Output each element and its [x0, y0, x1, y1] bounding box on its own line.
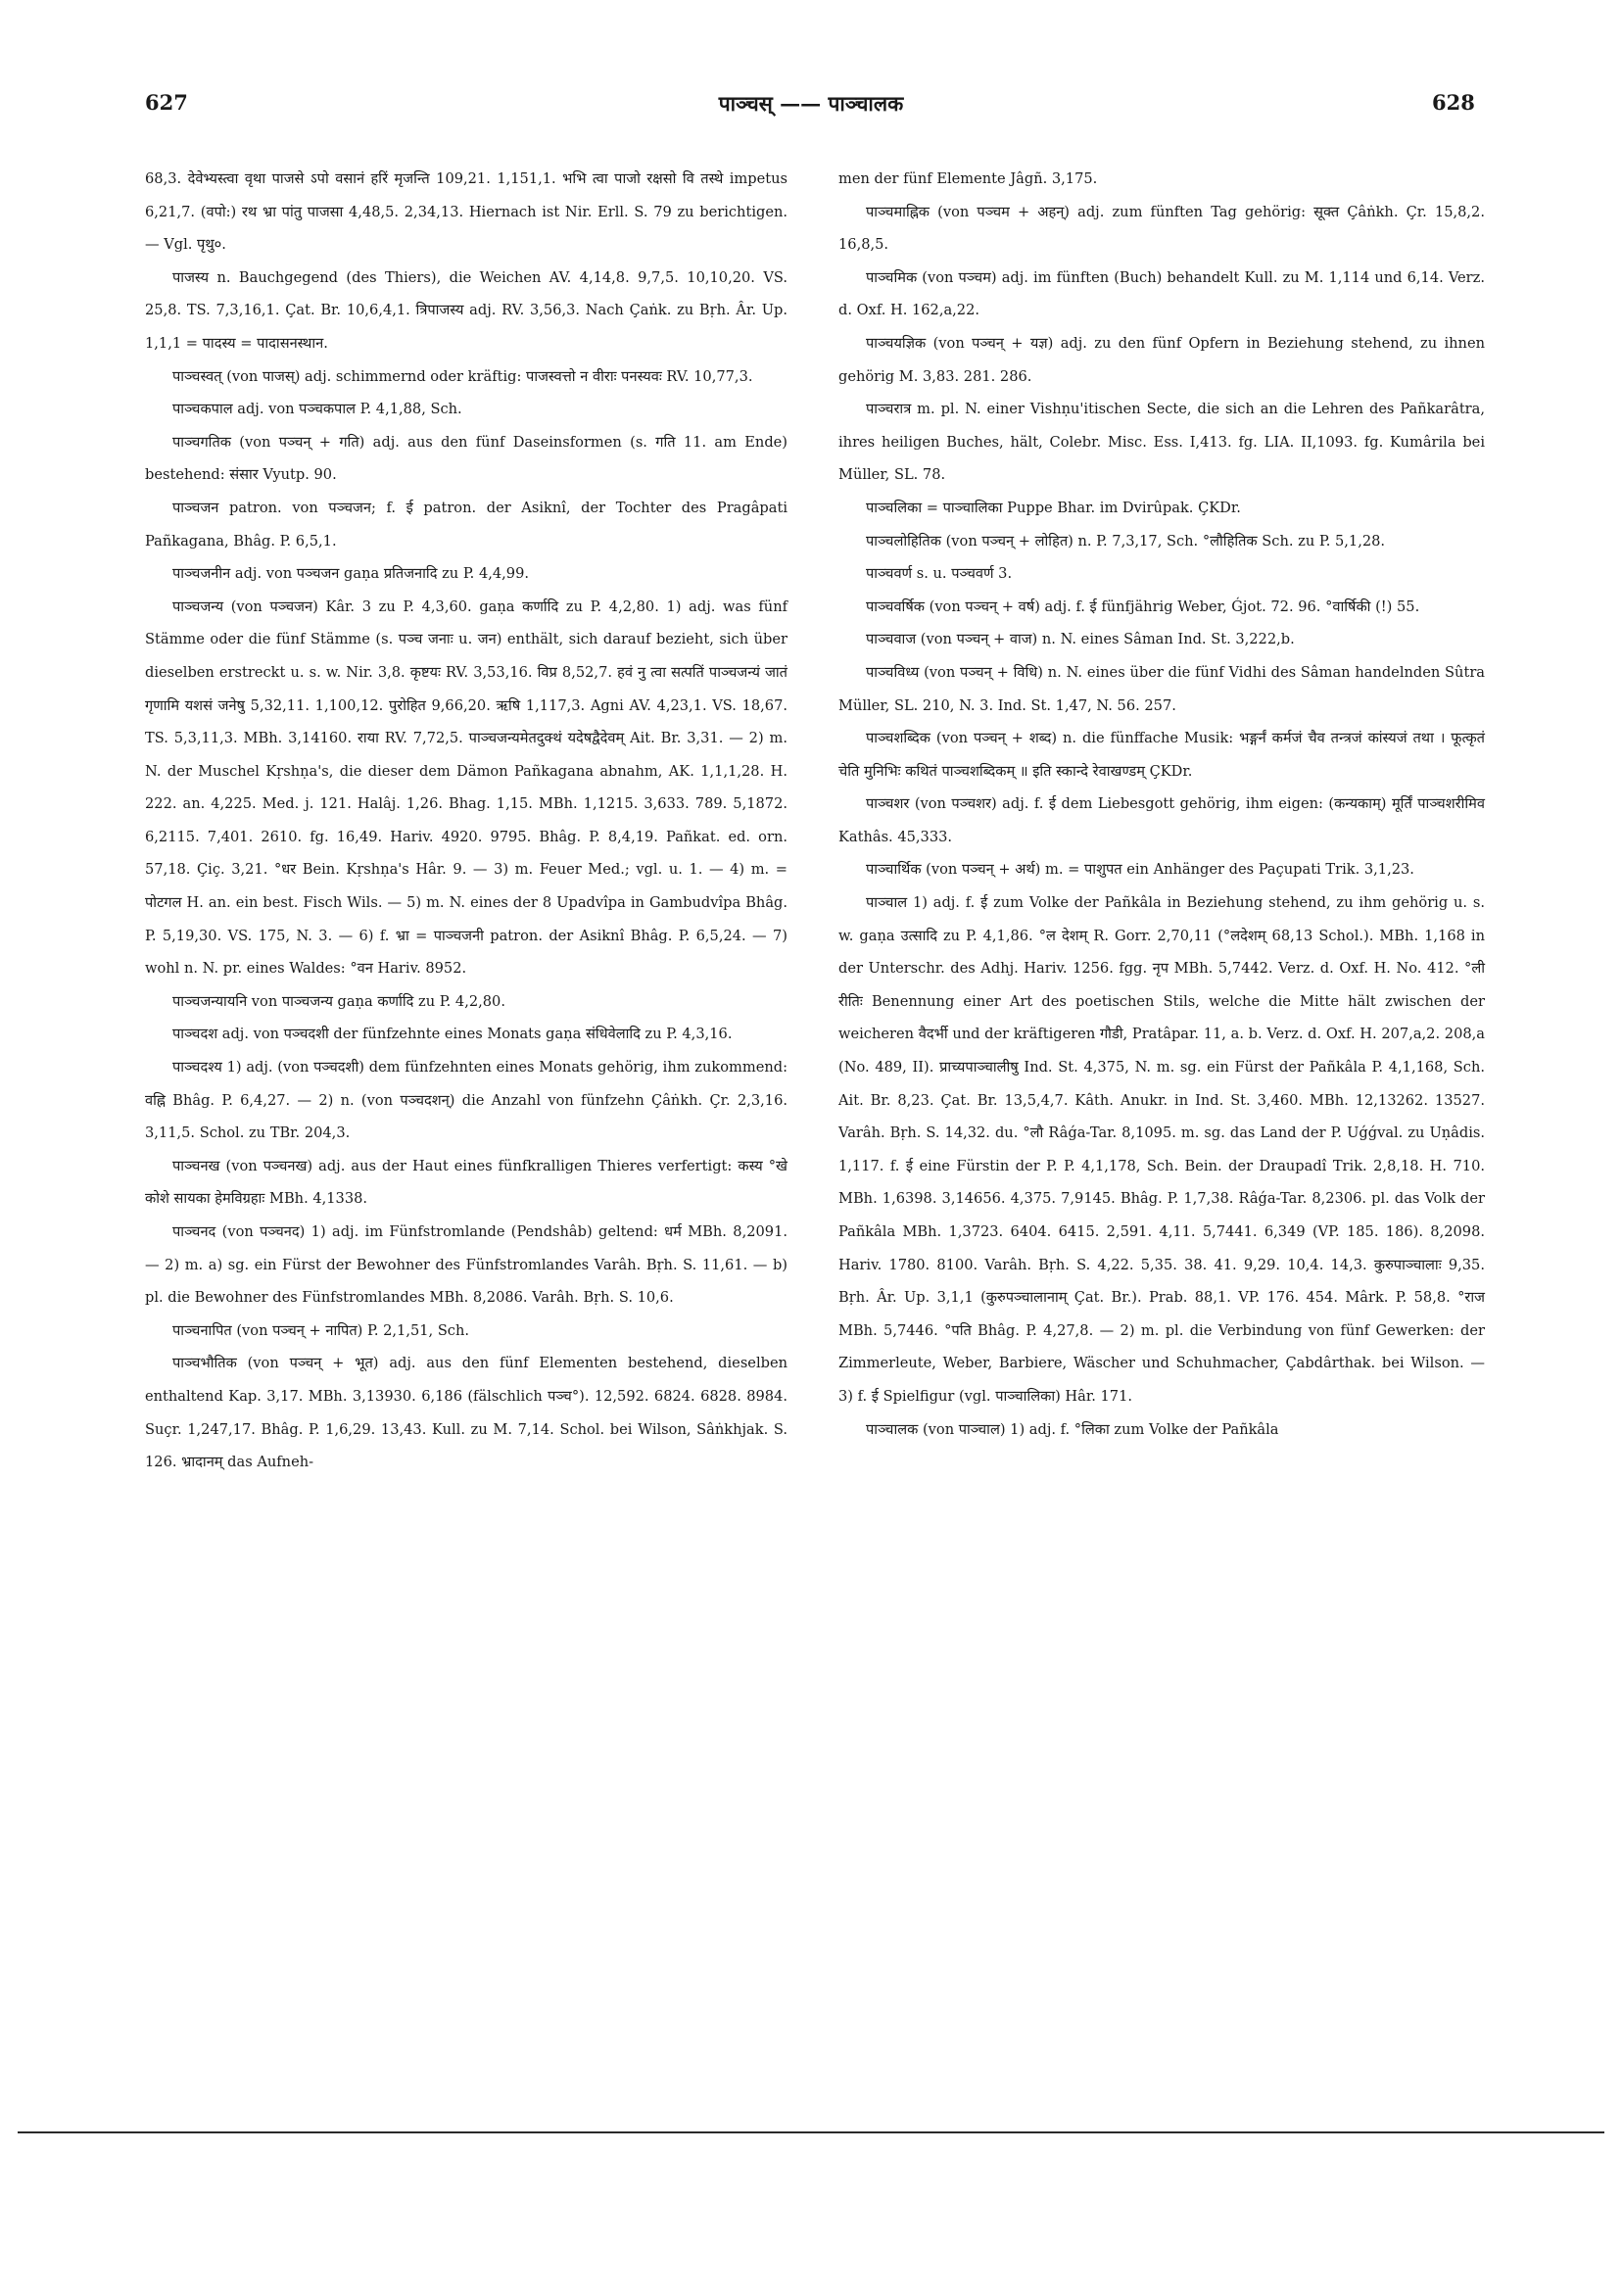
- dictionary-entry: पाञ्चनख (von पञ्चनख) adj. aus der Haut eines fünfkralligen Thieres verfertigt: कस्य °खे कोशे सायका हेमविग्रहाः MBh. 4,1338.: [145, 1157, 787, 1208]
- dictionary-entry: पाञ्चनापित (von पञ्चन् + नापित) P. 2,1,51, Sch.: [172, 1321, 470, 1339]
- dictionary-entry: पाञ्चालक (von पाञ्चाल) 1) adj. f. °लिका zum Volke der Pañkâla: [866, 1420, 1279, 1438]
- dictionary-entry: पाञ्चवर्षिक (von पञ्चन् + वर्ष) adj. f. ई fünfjährig Weber, Ǵjot. 72. 96. °वार्षिकी (!) 55.: [866, 598, 1420, 615]
- dictionary-entry: पाञ्चरात्र m. pl. N. einer Vishṇu'itischen Secte, die sich an die Lehren des Pañkarâtra, ihres heiligen Buches, hält, Colebr. Misc. Ess. I,413. fg. LIA. II,1093. fg. Kumârila bei Müller, SL. 78.: [838, 401, 1485, 484]
- dictionary-entry: पाञ्चगतिक (von पञ्चन् + गति) adj. aus den fünf Daseinsformen (s. गति 11. am Ende) bestehend: संसार Vyutp. 90.: [145, 433, 787, 484]
- dictionary-entry: 68,3. देवेभ्यस्त्वा वृथा पाजसे ऽपो वसानं हरिं मृजन्ति 109,21. 1,151,1. भभि त्वा पाजो रक्षसो वि तस्थे impetus 6,21,7. (वपो:) रथ भ्रा पांतु पाजसा 4,48,5. 2,34,13. Hiernach ist Nir. Erll. S. 79 zu berichtigen. — Vgl. पृथु०.: [145, 170, 787, 254]
- page-number-right: 628: [1432, 90, 1475, 115]
- page-header: [0, 90, 1622, 129]
- page-number-left: 627: [145, 90, 188, 115]
- dictionary-entry: पाञ्चदश adj. von पञ्चदशी der fünfzehnte eines Monats gaṇa संधिवेलादि zu P. 4,3,16.: [172, 1026, 733, 1043]
- dictionary-entry: पाञ्चाल 1) adj. f. ई zum Volke der Pañkâla in Beziehung stehend, zu ihm gehörig u. s. w. gaṇa उत्सादि zu P. 4,1,86. °ल देशम् R. Gorr. 2,70,11 (°लदेशम् 68,13 Schol.). MBh. 1,168 in der Unterschr. des Adhj. Hariv. 1256. fgg. नृप MBh. 5,7442. Verz. d. Oxf. H. No. 412. °ली रीतिः Benennung einer Art des poetischen Stils, welche die Mitte hält zwischen der weicheren वैदर्भी und der kräftigeren गौडी, Pratâpar. 11, a. b. Verz. d. Oxf. H. 207,a,2. 208,a (No. 489, II). प्राच्यपाञ्चालीषु Ind. St. 4,375, N. m. sg. ein Fürst der Pañkâla P. 4,1,168, Sch. Ait. Br. 8,23. Çat. Br. 13,5,4,7. Kâth. Anukr. in Ind. St. 3,460. MBh. 12,13262. 13527. Varâh. Bṛh. S. 14,32. du. °लौ Râǵa-Tar. 8,1095. m. sg. das Land der P. Uǵǵval. zu Uṇâdis. 1,117. f. ई eine Fürstin der P. P. 4,1,178, Sch. Bein. der Draupadî Trik. 2,8,18. H. 710. MBh. 1,6398. 3,14656. 4,375. 7,9145. Bhâg. P. 1,7,38. Râǵa-Tar. 8,2306. pl. das Volk der Pañkâla MBh. 1,3723. 6404. 6415. 2,591. 4,11. 5,7441. 6,349 (VP. 185. 186). 8,2098. Hariv. 1780. 8100. Varâh. Bṛh. S. 4,22. 5,35. 38. 41. 9,29. 10,4. 14,3. कुरुपाञ्चालाः 9,35. Bṛh. Âr. Up. 3,1,1 (कुरुपञ्चालानाम् Çat. Br.). Prab. 88,1. VP. 176. 454. Mârk. P. 58,8. °राज MBh. 5,7446. °पति Bhâg. P. 4,27,8. — 2) m. pl. die Verbindung von fünf Gewerken: der Zimmerleute, Weber, Barbiere, Wäscher und Schuhmacher, Çabdârthak. bei Wilson. — 3) f. ई Spielfigur (vgl. पाञ्चालिका) Hâr. 171.: [838, 894, 1485, 1405]
- right-column: [838, 163, 1485, 1446]
- left-column: [145, 163, 787, 1479]
- dictionary-entry: पाञ्चजन्यायनि von पाञ्चजन्य gaṇa कर्णादि zu P. 4,2,80.: [172, 992, 505, 1010]
- dictionary-entry: पाञ्चवर्ण s. u. पञ्चवर्ण 3.: [866, 565, 1013, 583]
- dictionary-entry: पाञ्चजन्य (von पञ्चजन) Kâr. 3 zu P. 4,3,60. gaṇa कर्णादि zu P. 4,2,80. 1) adj. was fünf Stämme oder die fünf Stämme (s. पञ्च जनाः u. जन) enthält, sich darauf bezieht, sich über dieselben erstreckt u. s. w. Nir. 3,8. कृष्टयः RV. 3,53,16. विप्र 8,52,7. हवं नु त्वा सत्पतिं पाञ्चजन्यं जातं गृणामि यशसं जनेषु 5,32,11. 1,100,12. पुरोहित 9,66,20. ऋषि 1,117,3. Agni AV. 4,23,1. VS. 18,67. TS. 5,3,11,3. MBh. 3,14160. राया RV. 7,72,5. पाञ्चजन्यमेतदुक्थं यदेषद्वैदेवम् Ait. Br. 3,31. — 2) m. N. der Muschel Kṛshṇa's, die dieser dem Dämon Pañkagana abnahm, AK. 1,1,1,28. H. 222. an. 4,225. Med. j. 121. Halâj. 1,26. Bhag. 1,15. MBh. 1,1215. 3,633. 789. 5,1872. 6,2115. 7,401. 2610. fg. 16,49. Hariv. 4920. 9795. Bhâg. P. 8,4,19. Pañkat. ed. orn. 57,18. Çiç. 3,21. °धर Bein. Kṛshṇa's Hâr. 9. — 3) m. Feuer Med.; vgl. u. 1. — 4) m. = पोटगल H. an. ein best. Fisch Wils. — 5) m. N. eines der 8 Upadvîpa in Gambudvîpa Bhâg. P. 5,19,30. VS. 175, N. 3. — 6) f. भ्रा = पाञ्चजनी patron. der Asiknî Bhâg. P. 6,5,24. — 7) wohl n. N. pr. eines Waldes: °वन Hariv. 8952.: [145, 598, 787, 978]
- dictionary-entry: men der fünf Elemente Jâgñ. 3,175.: [838, 170, 1098, 187]
- dictionary-entry: पाञ्चवाज (von पञ्चन् + वाज) n. N. eines Sâman Ind. St. 3,222,b.: [866, 631, 1295, 648]
- dictionary-entry: पाञ्चलिका = पाञ्चालिका Puppe Bhar. im Dvirûpak. ÇKDr.: [866, 499, 1241, 516]
- dictionary-entry: पाञ्चमिक (von पञ्चम) adj. im fünften (Buch) behandelt Kull. zu M. 1,114 und 6,14. Verz. d. Oxf. H. 162,a,22.: [838, 268, 1485, 319]
- dictionary-entry: पाञ्चशब्दिक (von पञ्चन् + शब्द) n. die fünffache Musik: भङ्गर्नं कर्मजं चैव तन्त्रजं कांस्यजं तथा । फूत्कृतं चेति मुनिभिः कथितं पाञ्चशब्दिकम् ॥ इति स्कान्दे रेवाखण्डम् ÇKDr.: [838, 730, 1485, 780]
- dictionary-entry: पाञ्चार्थिक (von पञ्चन् + अर्थ) m. = पाशुपत ein Anhänger des Paçupati Trik. 3,1,23.: [866, 861, 1414, 879]
- dictionary-entry: पाञ्चभौतिक (von पञ्चन् + भूत) adj. aus den fünf Elementen bestehend, dieselben enthaltend Kap. 3,17. MBh. 3,13930. 6,186 (fälschlich पञ्च°). 12,592. 6824. 6828. 8984. Suçr. 1,247,17. Bhâg. P. 1,6,29. 13,43. Kull. zu M. 7,14. Schol. bei Wilson, Sâṅkhjak. S. 126. भ्रादानम् das Aufneh-: [145, 1355, 787, 1471]
- dictionary-entry: पाञ्चजन patron. von पञ्चजन; f. ई patron. der Asiknî, der Tochter des Pragâpati Pañkagana, Bhâg. P. 6,5,1.: [145, 499, 787, 550]
- dictionary-entry: पाञ्चनद (von पञ्चनद) 1) adj. im Fünfstromlande (Pendshâb) geltend: धर्म MBh. 8,2091. — 2) m. a) sg. ein Fürst der Bewohner des Fünfstromlandes Varâh. Bṛh. S. 11,61. — b) pl. die Bewohner des Fünfstromlandes MBh. 8,2086. Varâh. Bṛh. S. 10,6.: [145, 1223, 787, 1307]
- dictionary-entry: पाञ्चकपाल adj. von पञ्चकपाल P. 4,1,88, Sch.: [172, 401, 462, 418]
- dictionary-entry: पाजस्य n. Bauchgegend (des Thiers), die Weichen AV. 4,14,8. 9,7,5. 10,10,20. VS. 25,8. TS. 7,3,16,1. Çat. Br. 10,6,4,1. त्रिपाजस्य adj. RV. 3,56,3. Nach Çaṅk. zu Bṛh. Âr. Up. 1,1,1 = पादस्य = पादासनस्थान.: [145, 268, 787, 352]
- dictionary-entry: पाञ्चविध्य (von पञ्चन् + विधि) n. N. eines über die fünf Vidhi des Sâman handelnden Sûtra Müller, SL. 210, N. 3. Ind. St. 1,47, N. 56. 257.: [838, 663, 1485, 714]
- dictionary-entry: पाञ्चस्वत् (von पाजस्) adj. schimmernd oder kräftig: पाजस्वत्तो न वीराः पनस्यवः RV. 10,77,3.: [172, 367, 753, 385]
- running-title: पाञ्चस् —— पाञ्चालक: [718, 91, 904, 116]
- dictionary-entry: पाञ्चमाह्निक (von पञ्चम + अहन्) adj. zum fünften Tag gehörig: सूक्त Çâṅkh. Çr. 15,8,2. 16,8,5.: [838, 203, 1485, 254]
- dictionary-entry: पाञ्चजनीन adj. von पञ्चजन gaṇa प्रतिजनादि zu P. 4,4,99.: [172, 565, 530, 583]
- dictionary-entry: पाञ्चदश्य 1) adj. (von पञ्चदशी) dem fünfzehnten eines Monats gehörig, ihm zukommend: वह्नि Bhâg. P. 6,4,27. — 2) n. (von पञ्चदशन्) die Anzahl von fünfzehn Çâṅkh. Çr. 2,3,16. 3,11,5. Schol. zu TBr. 204,3.: [145, 1059, 787, 1142]
- dictionary-entry: पाञ्चयज्ञिक (von पञ्चन् + यज्ञ) adj. zu den fünf Opfern in Beziehung stehend, zu ihnen gehörig M. 3,83. 281. 286.: [838, 334, 1485, 385]
- bottom-rule: [18, 2131, 1604, 2133]
- dictionary-entry: पाञ्चलोहितिक (von पञ्चन् + लोहित) n. P. 7,3,17, Sch. °लौहितिक Sch. zu P. 5,1,28.: [866, 532, 1386, 550]
- dictionary-entry: पाञ्चशर (von पञ्चशर) adj. f. ई dem Liebesgott gehörig, ihm eigen: (कन्यकाम्) मूर्तिं पाञ्चशरीमिव Kathâs. 45,333.: [838, 795, 1485, 845]
